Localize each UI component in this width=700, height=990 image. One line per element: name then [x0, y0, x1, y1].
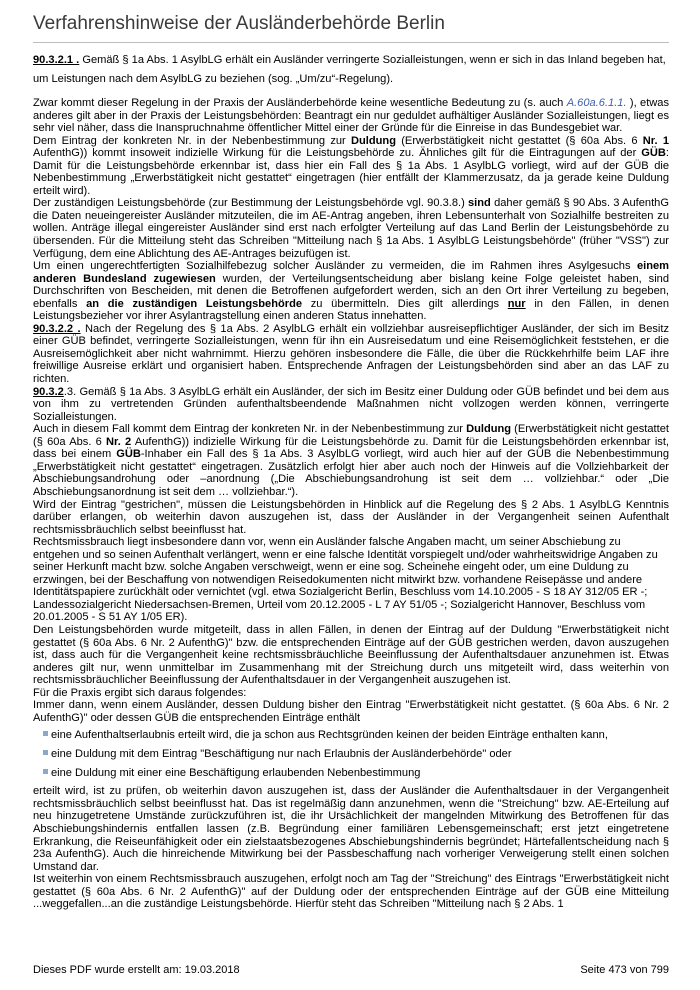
paragraph-text: zu übermitteln. Dies gilt allerdings — [302, 297, 508, 310]
list-item-text: eine Duldung mit dem Eintrag "Beschäftigung nur nach Erlaubnis der Ausländerbehörde" oder — [51, 748, 512, 761]
bold-underlined-text: nur — [507, 297, 526, 310]
bold-text: GÜB — [116, 448, 141, 461]
list-item — [43, 726, 669, 745]
paragraph-text: Zwar kommt dieser Regelung in der Praxis der Ausländerbehörde keine wesentliche Bedeutung zu (s. auch — [33, 97, 567, 109]
bold-text: Nr. 1 — [642, 134, 669, 147]
bold-text: sind — [468, 197, 491, 210]
paragraph — [33, 97, 669, 135]
paragraph-text: Der zuständigen Leistungsbehörde (zur Bestimmung der Leistungsbehörde vgl. 90.3.8.) — [33, 197, 469, 210]
paragraph-text: Um einen ungerechtfertigten Sozialhilfebezug solcher Ausländer zu vermeiden, die im Rahmen ihres Asylgesuchs — [33, 260, 637, 273]
paragraph-text: Dem Eintrag der konkreten Nr. in der Nebenbestimmung zur — [33, 134, 351, 147]
paragraph: Wird der Eintrag "gestrichen", müssen die Leistungsbehörden in Hinblick auf die Regelung des § 2 Abs. 1 AsylbLG Kenntnis darüber erlangen, ob weiterhin davon auszugehen ist, dass der Ausländer in der Vergangenheit seinen Aufenthalt rechtsmissbräuchlich selbst beeinflusst hat. — [33, 498, 669, 536]
bold-text: Duldung — [466, 423, 512, 436]
paragraph: Ist weiterhin von einem Rechtsmissbrauch auszugehen, erfolgt noch am Tag der "Streichung" des Eintrags "Erwerbstätigkeit nicht gestattet (§ 60a Abs. 6 Nr. 2 AufenthG)" auf der Duldung oder der entsprechenden Einträge auf der GÜB eine Mitteilung ...weggefallen...an die zuständige Leistungsbehörde. Hierfür steht das Schreiben "Mitteilung nach § 2 Abs. 1 — [33, 873, 669, 911]
list-item-text: eine Duldung mit einer eine Beschäftigung erlaubenden Nebenbestimmung — [51, 767, 421, 780]
paragraph — [33, 260, 669, 323]
bullet-square-icon — [43, 731, 48, 736]
bold-text: Duldung — [351, 134, 396, 147]
paragraph-90-3-2-3 — [33, 386, 669, 424]
bullet-square-icon — [43, 750, 48, 755]
list-item — [43, 745, 669, 764]
section-number: 90.3.2.1 . — [33, 54, 80, 66]
paragraph: Für die Praxis ergibt sich daraus folgendes: — [33, 686, 247, 699]
paragraph-90-3-2-1 — [33, 51, 669, 89]
bold-text: Nr. 2 — [106, 435, 132, 448]
paragraph: Den Leistungsbehörden wurde mitgeteilt, dass in allen Fällen, in denen der Eintrag auf der Duldung "Erwerbstätigkeit nicht gestattet (§ 60a Abs. 6 Nr. 2 AufenthG)" bzw. die entsprechenden Einträge auf der GÜB gestrichen werden, davon auszugehen ist, dass auch für die Vergangenheit keine rechtsmissbräuchliche Beeinflussung der Aufenthaltsdauer anzunehmen ist. Etwas anderes gilt nur, wenn unmittelbar im Zusammenhang mit der Streichung durch uns mitgeteilt wird, dass weiterhin von rechtsmissbräuchlicher Beeinflussung der Aufenthaltsdauer in der Vergangenheit auszugehen ist. — [33, 623, 669, 687]
bullet-square-icon — [43, 769, 48, 774]
paragraph: Rechtsmissbrauch liegt insbesondere dann vor, wenn ein Ausländer falsche Angaben macht, um seiner Abschiebung zu entgehen und so seinen Aufenthalt verlängert, wenn er eine falsche Identität vorspiegelt und/oder wahrheitswidrige Angaben zu seiner Herkunft macht bzw. solche Angaben verschweigt, wenn er eine sog. Scheinehe eingeht oder, um eine Duldung zu erzwingen, bei der Beschaffung von notwendigen Reisedokumenten nicht mitwirkt bzw. vorhandene Reisepässe und andere Identitätspapiere zurückhält oder vernichtet (vgl. etwa Sozialgericht Berlin, Beschluss vom 14.10.2005 - S 18 AY 312/05 ER -; Landessozialgericht Niedersachsen-Bremen, Urteil vom 20.12.2005 - L 7 AY 51/05 -; Sozialgericht Hannover, Beschluss vom 20.01.2005 - S 51 AY 1/05 ER). — [33, 536, 658, 624]
creation-date: Dieses PDF wurde erstellt am: 19.03.2018 — [33, 964, 240, 976]
paragraph-text: -Inhaber ein Fall des § 1a Abs. 3 AsylbLG vorliegt, wird auch hier auf der GÜB die Nebenbestimmung „Erwerbstätigkeit nicht gestattet“ eingetragen. Zusätzlich erfolgt hier aber auch noch der Hinweis auf die Vollziehbarkeit der Abschiebungsandrohung oder –anordnung („Die Abschiebungsandrohung ist seit dem … vollziehbar.“ oder „Die Abschiebungsanordnung ist seit dem … vollziehbar.“). — [33, 448, 669, 498]
paragraph-text: (Erwerbstätigkeit nicht gestattet (§ 60a Abs. 6 — [33, 423, 669, 448]
paragraph-text: Nach der Regelung des § 1a Abs. 2 AsylbLG erhält ein vollziehbar ausreisepflichtiger Ausländer, der sich im Besitz einer GÜB befindet, verringerte Sozialleistungen, wenn für ihn ein Ausreisedatum und eine Reisemöglichkeit feststehen, er die Ausreisemöglichkeit aber nicht wahrnimmt. Hierzu gehören insbesondere die Fälle, die über die Rückkehrhilfe beim LAF ihre freiwillige Ausreise erklärt und organisiert haben. Entsprechende Anfragen der Leistungsbehörden sind aber an das LAF zu richten. — [33, 322, 670, 386]
paragraph — [33, 197, 669, 260]
page-footer — [33, 964, 669, 976]
paragraph: Immer dann, wenn einem Ausländer, dessen Duldung bisher den Eintrag "Erwerbstätigkeit nicht gestattet. (§ 60a Abs. 6 Nr. 2 AufenthG)" oder dessen GÜB die entsprechenden Einträge enthält — [33, 699, 669, 724]
paragraph-text: Gemäß § 1a Abs. 1 AsylbLG erhält ein Ausländer verringerte Sozialleistungen, wenn er sich in das Inland begeben hat, um Leistungen nach dem AsylbLG zu beziehen (sog. „Um/zu“-Regelung). — [33, 54, 666, 85]
paragraph-text: AufenthG)) kommt insoweit indizielle Wirkung für die Leistungsbehörde zu. Ähnliches gilt für die Eintragungen auf der — [33, 147, 642, 160]
paragraph — [33, 423, 669, 498]
bold-text: einem anderen Bundesland zugewiesen — [33, 260, 669, 285]
bold-text: an die zuständigen Leistungsbehörde — [86, 297, 303, 310]
paragraph-text: (Erwerbstätigkeit nicht gestattet (§ 60a Abs. 6 — [395, 134, 643, 147]
bullet-list — [33, 726, 669, 783]
paragraph-text: in den Fällen, in denen Leistungsbezieher vor ihrer Asylantragstellung einen anderen Status innehatten. — [33, 297, 670, 323]
document-body — [33, 51, 669, 911]
page-number: Seite 473 von 799 — [580, 964, 669, 976]
paragraph-text: wurden, der Verteilungsentscheidung aber bislang keine Folge geleistet haben, sind Durchschriften von Bescheiden, mit denen die Betroffenen aufgefordert werden, sich an den Ort ihrer Verteilung zu begeben, ebenfalls — [33, 272, 669, 310]
section-number: 90.3.2.2 . — [33, 322, 81, 335]
list-item-text: eine Aufenthaltserlaubnis erteilt wird, die ja schon aus Rechtsgründen keinen der beiden Einträge enthalten kann, — [51, 729, 608, 742]
paragraph-text: Gemäß § 1a Abs. 3 AsylbLG erhält ein Ausländer, der sich im Besitz einer Duldung oder GÜB befindet und bei dem aus von ihm zu vertretenden Gründen aufenthaltsbeendende Maßnahmen nicht vollzogen werden können, verringerte Sozialleistungen. — [33, 385, 669, 423]
paragraph-text: ), etwas anderes gilt aber in der Praxis der Leistungsbehörden: Beantragt ein nur geduldet aufhältiger Ausländer Sozialleistungen, liegt es sehr viel näher, dass die Inanspruchnahme öffentlicher Mittel einer der Gründe für die Einreise in das Bundesgebiet war. — [33, 97, 669, 135]
paragraph-90-3-2-2 — [33, 323, 669, 386]
section-number: 90.3.2 — [33, 385, 64, 398]
paragraph-text: : Damit für die Leistungsbehörde erkennbar ist, dass hier ein Fall des § 1a Abs. 1 AsylbLG vorliegt, wird auf der GÜB die Nebenbestimmung „Erwerbstätigkeit nicht gestattet“ eingetragen (hier entfällt der Klammerzusatz, da ja gerade keine Duldung erteilt wird). — [33, 147, 669, 197]
paragraph: erteilt wird, ist zu prüfen, ob weiterhin davon auszugehen ist, dass der Ausländer die Aufenthaltsdauer in der Vergangenheit rechtsmissbräuchlich selbst beeinflusst hat. Das ist regelmäßig dann anzunehmen, wenn die "Streichung" bzw. AE-Erteilung auf neu hinzugetretene Umstände zurückzuführen ist, die ihr Ursächlichkeit der mangelnden Mitwirkung des Betroffenen für das Abschiebungshindernis entfallen lassen (z.B. Begründung einer familiären Lebensgemeinschaft; erst jetzt eingetretene Erkrankung, die Reiseunfähigkeit oder ein zielstaatsbezogenes Abschiebungshindernis begründet; Härtefallentscheidung nach § 23a AufenthG). Auch die hinreichende Mitwirkung bei der Passbeschaffung nach vorheriger Verweigerung stellt einen solchen Umstand dar. — [33, 785, 669, 873]
paragraph-text: AufenthG)) indizielle Wirkung für die Leistungsbehörde zu. Damit für die Leistungsbehörden erkennbar ist, dass bei einem — [33, 435, 669, 461]
paragraph-text: Auch in diesem Fall kommt dem Eintrag der konkreten Nr. in der Nebenbestimmung zur — [33, 423, 467, 436]
cross-reference-link[interactable]: A.60a.6.1.1. — [566, 97, 627, 109]
paragraph-text: daher gemäß § 90 Abs. 3 AufenthG die Daten neueingereister Ausländer mitzuteilen, die im AE-Antrag angeben, ihren Lebensunterhalt von Sozialhilfe bestreiten zu wollen. Anträge illegal eingereister Ausländer sind erst nach erfolgter Verteilung auf das Land Berlin der Leistungsbehörde zu übersenden. Für die Mitteilung steht das Schreiben "Mitteilung nach § 1a Abs. 1 AsylbLG Leistungsbehörde" (früher "VSS") zur Verfügung, dem eine Ablichtung des AE-Antrages beizufügen ist. — [33, 197, 669, 260]
section-number-suffix: .3. — [63, 385, 77, 398]
bold-text: GÜB — [641, 147, 666, 160]
paragraph — [33, 135, 669, 198]
page-title: Verfahrenshinweise der Ausländerbehörde Berlin — [33, 12, 669, 43]
list-item — [43, 764, 669, 783]
